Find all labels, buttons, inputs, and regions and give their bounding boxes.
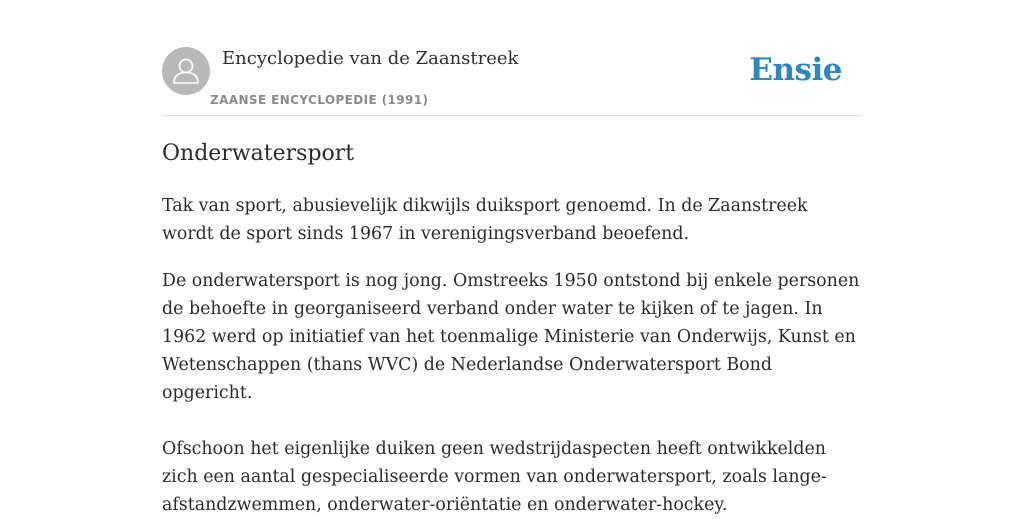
header-divider	[162, 115, 862, 116]
ensie-logo[interactable]: Ensie	[749, 52, 842, 88]
page-container	[162, 0, 862, 515]
article-paragraph: De onderwatersport is nog jong. Omstreeks 1950 ontstond bij enkele personen de behoefte in georganiseerd verband onder water te kijken of te jagen. In 1962 werd op initiatief van het toenmalige Ministerie van Onderwijs, Kunst en Wetenschappen (thans WVC) de Nederlandse Onderwatersport Bond opgericht.	[162, 271, 860, 403]
avatar[interactable]	[162, 47, 210, 95]
article-intro: Tak van sport, abusievelijk dikwijls duiksport genoemd. In de Zaanstreek wordt de sport sinds 1967 in verenigingsverband beoefend.	[162, 196, 808, 244]
user-silhouette-icon	[162, 47, 210, 95]
source-title[interactable]: Encyclopedie van de Zaanstreek	[222, 48, 519, 69]
article-paragraph: Ofschoon het eigenlijke duiken geen wedstrijdaspecten heeft ontwikkelden zich een aantal gespecialiseerde vormen van onderwatersport, zoals lange-afstandzwemmen, onderwater-oriëntatie en onderwater-hockey.	[162, 439, 827, 515]
article-title: Onderwatersport	[162, 141, 355, 166]
article-body	[162, 192, 862, 519]
source-header	[162, 47, 862, 115]
source-subtitle: ZAANSE ENCYCLOPEDIE (1991)	[210, 93, 429, 107]
paragraph-spacer	[162, 407, 862, 435]
